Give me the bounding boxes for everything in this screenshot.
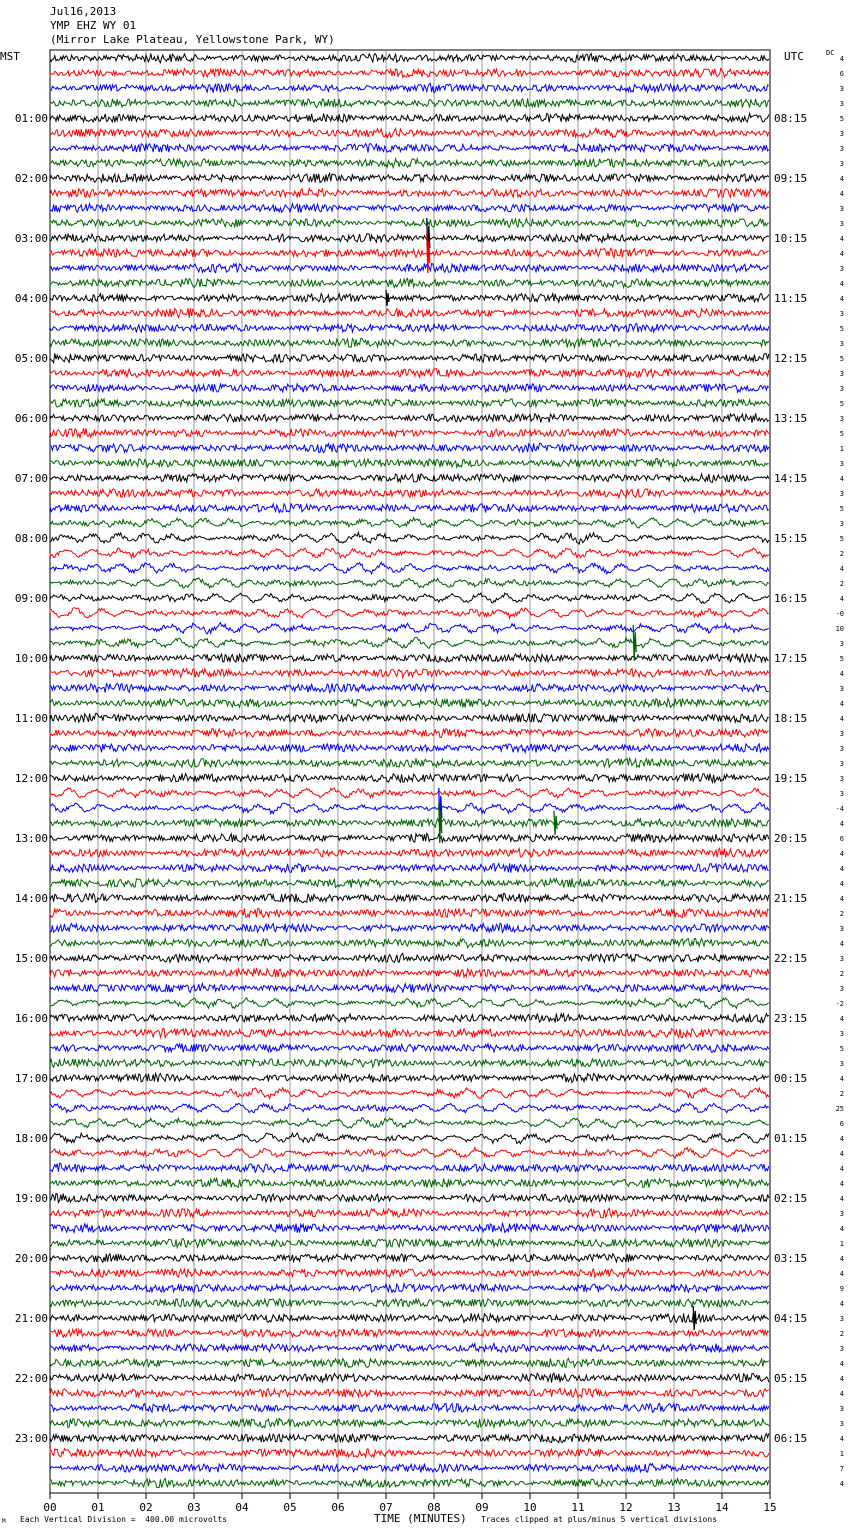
dc-offset-label: 3: [839, 385, 844, 393]
left-hour-label: 01:00: [14, 112, 48, 125]
x-tick-label: 06: [331, 1501, 345, 1514]
right-hour-label: 22:15: [774, 952, 808, 965]
dc-offset-label: 5: [839, 325, 844, 333]
x-tick-label: 07: [379, 1501, 393, 1514]
station-location: (Mirror Lake Plateau, Yellowstone Park, WY): [50, 33, 335, 46]
dc-offset-label: 4: [839, 1480, 844, 1488]
right-hour-label: 17:15: [774, 652, 808, 665]
left-hour-label: 18:00: [14, 1132, 48, 1145]
dc-offset-label: 4: [839, 1360, 844, 1368]
right-hour-label: 02:15: [774, 1192, 808, 1205]
x-tick-label: 03: [187, 1501, 201, 1514]
dc-offset-label: 5: [839, 535, 844, 543]
dc-offset-label: 3: [839, 490, 844, 498]
right-hour-label: 08:15: [774, 112, 808, 125]
dc-offset-label: 4: [839, 55, 844, 63]
dc-offset-label: 3: [839, 340, 844, 348]
x-tick-label: 00: [43, 1501, 57, 1514]
dc-offset-label: 6: [839, 835, 844, 843]
right-hour-label: 15:15: [774, 532, 808, 545]
left-hour-label: 06:00: [14, 412, 48, 425]
dc-offset-label: 3: [839, 460, 844, 468]
dc-offset-label: -4: [835, 805, 844, 813]
dc-offset-label: 3: [839, 1420, 844, 1428]
dc-offset-label: 1: [839, 445, 844, 453]
x-tick-label: 04: [235, 1501, 249, 1514]
right-hour-label: 10:15: [774, 232, 808, 245]
dc-offset-label: 3: [839, 85, 844, 93]
right-hour-label: 20:15: [774, 832, 808, 845]
x-tick-label: 05: [283, 1501, 297, 1514]
dc-offset-label: 4: [839, 700, 844, 708]
right-hour-label: 04:15: [774, 1312, 808, 1325]
x-axis-label: TIME (MINUTES): [374, 1512, 467, 1525]
dc-offset-label: 4: [839, 940, 844, 948]
right-hour-label: 01:15: [774, 1132, 808, 1145]
x-tick-label: 11: [571, 1501, 585, 1514]
dc-offset-label: 3: [839, 370, 844, 378]
dc-offset-label: 3: [839, 790, 844, 798]
dc-offset-label: 4: [839, 175, 844, 183]
dc-offset-label: 3: [839, 265, 844, 273]
left-hour-label: 09:00: [14, 592, 48, 605]
dc-offset-label: 4: [839, 1435, 844, 1443]
dc-offset-label: 4: [839, 715, 844, 723]
left-hour-label: 13:00: [14, 832, 48, 845]
left-hour-label: 10:00: [14, 652, 48, 665]
dc-offset-label: 3: [839, 1030, 844, 1038]
dc-offset-label: 3: [839, 985, 844, 993]
dc-offset-label: 3: [839, 955, 844, 963]
right-hour-label: 03:15: [774, 1252, 808, 1265]
dc-offset-label: 3: [839, 160, 844, 168]
dc-offset-label: 5: [839, 400, 844, 408]
dc-offset-label: 1: [839, 1240, 844, 1248]
dc-offset-label: 25: [835, 1105, 844, 1113]
dc-offset-label: 2: [839, 580, 844, 588]
dc-offset-label: 4: [839, 190, 844, 198]
left-hour-label: 11:00: [14, 712, 48, 725]
right-hour-label: 09:15: [774, 172, 808, 185]
chart-date: Jul16,2013: [50, 5, 117, 18]
dc-offset-label: 3: [839, 745, 844, 753]
left-hour-label: 05:00: [14, 352, 48, 365]
x-tick-label: 09: [475, 1501, 489, 1514]
left-hour-label: 03:00: [14, 232, 48, 245]
right-hour-label: 11:15: [774, 292, 808, 305]
dc-offset-label: 3: [839, 760, 844, 768]
left-hour-label: 12:00: [14, 772, 48, 785]
dc-offset-label: 4: [839, 595, 844, 603]
x-tick-label: 01: [91, 1501, 105, 1514]
dc-offset-label: 3: [839, 310, 844, 318]
dc-offset-label: 3: [839, 640, 844, 648]
dc-offset-label: 2: [839, 970, 844, 978]
dc-offset-label: 4: [839, 865, 844, 873]
left-hour-label: 02:00: [14, 172, 48, 185]
dc-offset-label: 4: [839, 280, 844, 288]
dc-offset-label: 4: [839, 1375, 844, 1383]
dc-offset-label: 4: [839, 1390, 844, 1398]
dc-offset-label: 5: [839, 355, 844, 363]
dc-offset-label: 4: [839, 895, 844, 903]
x-tick-label: 10: [523, 1501, 537, 1514]
dc-offset-label: 3: [839, 1345, 844, 1353]
dc-header-label: DC: [826, 49, 835, 57]
dc-offset-label: 5: [839, 1045, 844, 1053]
dc-offset-label: 9: [839, 1285, 844, 1293]
dc-offset-label: 3: [839, 1405, 844, 1413]
dc-offset-label: 4: [839, 880, 844, 888]
dc-offset-label: 4: [839, 670, 844, 678]
dc-offset-label: -0: [835, 610, 844, 618]
x-tick-label: 14: [715, 1501, 729, 1514]
dc-offset-label: 4: [839, 250, 844, 258]
x-tick-label: 12: [619, 1501, 633, 1514]
dc-offset-label: 4: [839, 1195, 844, 1203]
dc-offset-label: 4: [839, 235, 844, 243]
left-hour-label: 16:00: [14, 1012, 48, 1025]
clip-note: Traces clipped at plus/minus 5 vertical divisions: [481, 1515, 718, 1524]
right-hour-label: 00:15: [774, 1072, 808, 1085]
left-hour-label: 20:00: [14, 1252, 48, 1265]
left-hour-label: 04:00: [14, 292, 48, 305]
dc-offset-label: 3: [839, 130, 844, 138]
dc-offset-label: 1: [839, 1450, 844, 1458]
dc-offset-label: 3: [839, 220, 844, 228]
dc-offset-label: 4: [839, 1015, 844, 1023]
left-hour-label: 07:00: [14, 472, 48, 485]
dc-offset-label: 3: [839, 145, 844, 153]
left-hour-label: 08:00: [14, 532, 48, 545]
station-code: YMP EHZ WY 01: [50, 19, 137, 32]
dc-offset-label: 5: [839, 430, 844, 438]
dc-offset-label: 2: [839, 1090, 844, 1098]
right-hour-label: 18:15: [774, 712, 808, 725]
dc-offset-label: 4: [839, 295, 844, 303]
x-tick-label: 02: [139, 1501, 153, 1514]
dc-offset-label: 3: [839, 100, 844, 108]
right-hour-label: 21:15: [774, 892, 808, 905]
dc-offset-label: 6: [839, 1120, 844, 1128]
dc-offset-label: 4: [839, 1135, 844, 1143]
dc-offset-label: 4: [839, 1180, 844, 1188]
dc-offset-label: -2: [835, 1000, 844, 1008]
dc-offset-label: 4: [839, 850, 844, 858]
left-hour-label: 21:00: [14, 1312, 48, 1325]
dc-offset-label: 6: [839, 70, 844, 78]
dc-offset-label: 7: [839, 1465, 844, 1473]
right-hour-label: 05:15: [774, 1372, 808, 1385]
dc-offset-label: 2: [839, 550, 844, 558]
left-hour-label: 14:00: [14, 892, 48, 905]
dc-offset-label: 2: [839, 910, 844, 918]
left-hour-label: 22:00: [14, 1372, 48, 1385]
dc-offset-label: 3: [839, 205, 844, 213]
dc-offset-label: 4: [839, 1270, 844, 1278]
right-timezone-label: UTC: [784, 50, 804, 63]
dc-offset-label: 3: [839, 925, 844, 933]
dc-offset-label: 3: [839, 520, 844, 528]
right-hour-label: 16:15: [774, 592, 808, 605]
dc-offset-label: 2: [839, 1330, 844, 1338]
x-tick-label: 08: [427, 1501, 441, 1514]
dc-offset-label: 3: [839, 730, 844, 738]
right-hour-label: 06:15: [774, 1432, 808, 1445]
right-hour-label: 12:15: [774, 352, 808, 365]
dc-offset-label: 3: [839, 685, 844, 693]
left-hour-label: 15:00: [14, 952, 48, 965]
dc-offset-label: 4: [839, 475, 844, 483]
dc-offset-label: 3: [839, 1210, 844, 1218]
right-hour-label: 23:15: [774, 1012, 808, 1025]
right-hour-label: 19:15: [774, 772, 808, 785]
dc-offset-label: 3: [839, 415, 844, 423]
dc-offset-label: 4: [839, 1165, 844, 1173]
dc-offset-label: 4: [839, 1150, 844, 1158]
dc-offset-label: 4: [839, 1075, 844, 1083]
dc-offset-label: 4: [839, 820, 844, 828]
left-hour-label: 19:00: [14, 1192, 48, 1205]
dc-offset-label: 4: [839, 1255, 844, 1263]
right-hour-label: 14:15: [774, 472, 808, 485]
dc-offset-label: 3: [839, 1060, 844, 1068]
dc-offset-label: 3: [839, 775, 844, 783]
left-hour-label: 23:00: [14, 1432, 48, 1445]
dc-offset-label: 10: [835, 625, 844, 633]
left-hour-label: 17:00: [14, 1072, 48, 1085]
dc-offset-label: 5: [839, 655, 844, 663]
scale-note: Each Vertical Division = 400.00 microvolts: [20, 1515, 228, 1524]
right-hour-label: 13:15: [774, 412, 808, 425]
dc-offset-label: 5: [839, 115, 844, 123]
dc-offset-label: 5: [839, 505, 844, 513]
dc-offset-label: 3: [839, 1315, 844, 1323]
dc-offset-label: 4: [839, 565, 844, 573]
corner-mark: M: [2, 1518, 6, 1525]
x-tick-label: 13: [667, 1501, 681, 1514]
dc-offset-label: 4: [839, 1300, 844, 1308]
x-tick-label: 15: [763, 1501, 777, 1514]
dc-offset-label: 4: [839, 1225, 844, 1233]
left-timezone-label: MST: [0, 50, 20, 63]
